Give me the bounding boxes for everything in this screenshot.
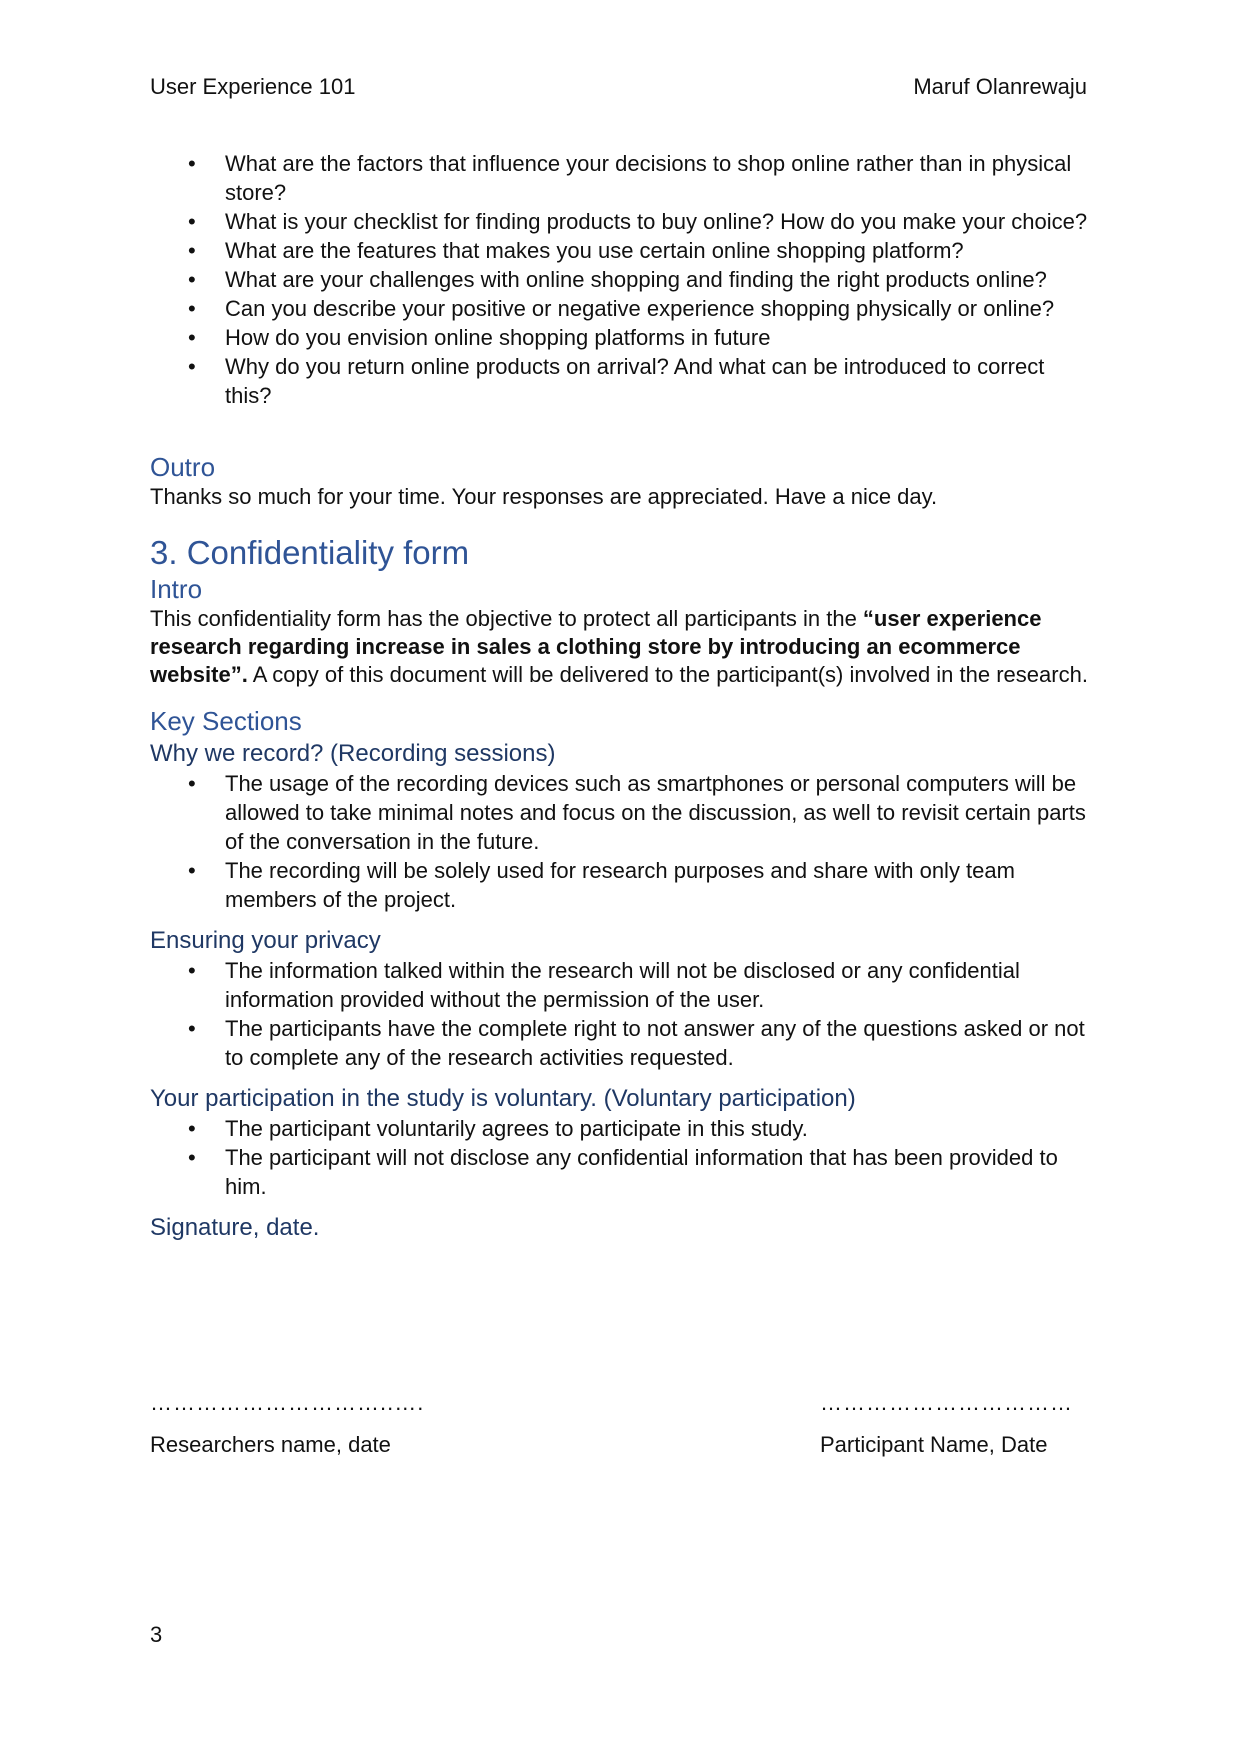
bullet-icon: • xyxy=(188,1145,196,1170)
list-item: • The usage of the recording devices such as smartphones or personal computers will be allowed to take minimal notes and focus on the discussion, as well to revisit certain parts of the conversation in the future. xyxy=(188,771,1086,854)
intro-text-end: A copy of this document will be delivered to the participant(s) involved in the research. xyxy=(247,662,1088,687)
list-item: • How do you envision online shopping platforms in future xyxy=(188,325,771,350)
list-item: • What are the features that makes you use certain online shopping platform? xyxy=(188,238,964,263)
voluntary-list xyxy=(150,1114,1095,1201)
researcher-signature-label: Researchers name, date xyxy=(150,1432,391,1457)
outro-heading: Outro xyxy=(150,452,216,482)
list-item: • What is your checklist for finding products to buy online? How do you make your choice? xyxy=(188,209,1088,234)
bullet-icon: • xyxy=(188,238,196,263)
header-author: Maruf Olanrewaju xyxy=(913,74,1087,99)
bullet-icon: • xyxy=(188,267,196,292)
research-title-bold: “user experience research regarding increase in sales a clothing store by introducing an ecommerce website”. xyxy=(150,606,1042,687)
list-item: • The information talked within the research will not be disclosed or any confidential information provided without the permission of the user. xyxy=(188,958,1020,1012)
signature-heading: Signature, date. xyxy=(150,1214,320,1241)
section-title-confidentiality: 3. Confidentiality form xyxy=(150,534,470,571)
list-item: • Why do you return online products on arrival? And what can be introduced to correct this? xyxy=(188,354,1045,408)
page-content xyxy=(150,149,1095,1243)
bullet-icon: • xyxy=(188,296,196,321)
key-sections-heading: Key Sections xyxy=(150,706,302,736)
bullet-icon: • xyxy=(188,151,196,176)
participant-signature-line: …………………………… xyxy=(820,1390,1073,1415)
bullet-icon: • xyxy=(188,1016,196,1041)
intro-heading: Intro xyxy=(150,574,203,604)
bullet-icon: • xyxy=(188,958,196,983)
researcher-signature-line: …………………………..…. xyxy=(150,1390,425,1415)
list-item: • The recording will be solely used for research purposes and share with only team members of the project. xyxy=(188,858,1015,912)
bullet-icon: • xyxy=(188,325,196,350)
header-course-title: User Experience 101 xyxy=(150,74,356,99)
intro-paragraph xyxy=(150,605,1095,689)
recording-heading: Why we record? (Recording sessions) xyxy=(150,740,556,767)
list-item: • What are the factors that influence your decisions to shop online rather than in physical store? xyxy=(188,151,1072,205)
list-item: • What are your challenges with online shopping and finding the right products online? xyxy=(188,267,1047,292)
bullet-icon: • xyxy=(188,209,196,234)
list-item: • The participants have the complete right to not answer any of the questions asked or not to complete any of the research activities requested. xyxy=(188,1016,1085,1070)
bullet-icon: • xyxy=(188,354,196,379)
bullet-icon: • xyxy=(188,771,196,796)
bullet-icon: • xyxy=(188,1116,196,1141)
recording-list xyxy=(150,769,1095,914)
list-item: • Can you describe your positive or negative experience shopping physically or online? xyxy=(188,296,1055,321)
list-item: • The participant will not disclose any confidential information that has been provided to him. xyxy=(188,1145,1058,1199)
participant-signature-label: Participant Name, Date xyxy=(820,1432,1048,1457)
intro-text-start: This confidentiality form has the objective to protect all participants in the xyxy=(150,606,863,631)
privacy-list xyxy=(150,956,1095,1072)
list-item: • The participant voluntarily agrees to participate in this study. xyxy=(188,1116,808,1141)
voluntary-heading: Your participation in the study is voluntary. (Voluntary participation) xyxy=(150,1085,856,1112)
bullet-icon: • xyxy=(188,858,196,883)
interview-questions-list xyxy=(150,149,1095,410)
outro-text: Thanks so much for your time. Your responses are appreciated. Have a nice day. xyxy=(150,484,938,509)
page-number: 3 xyxy=(150,1622,163,1647)
privacy-heading: Ensuring your privacy xyxy=(150,927,381,954)
